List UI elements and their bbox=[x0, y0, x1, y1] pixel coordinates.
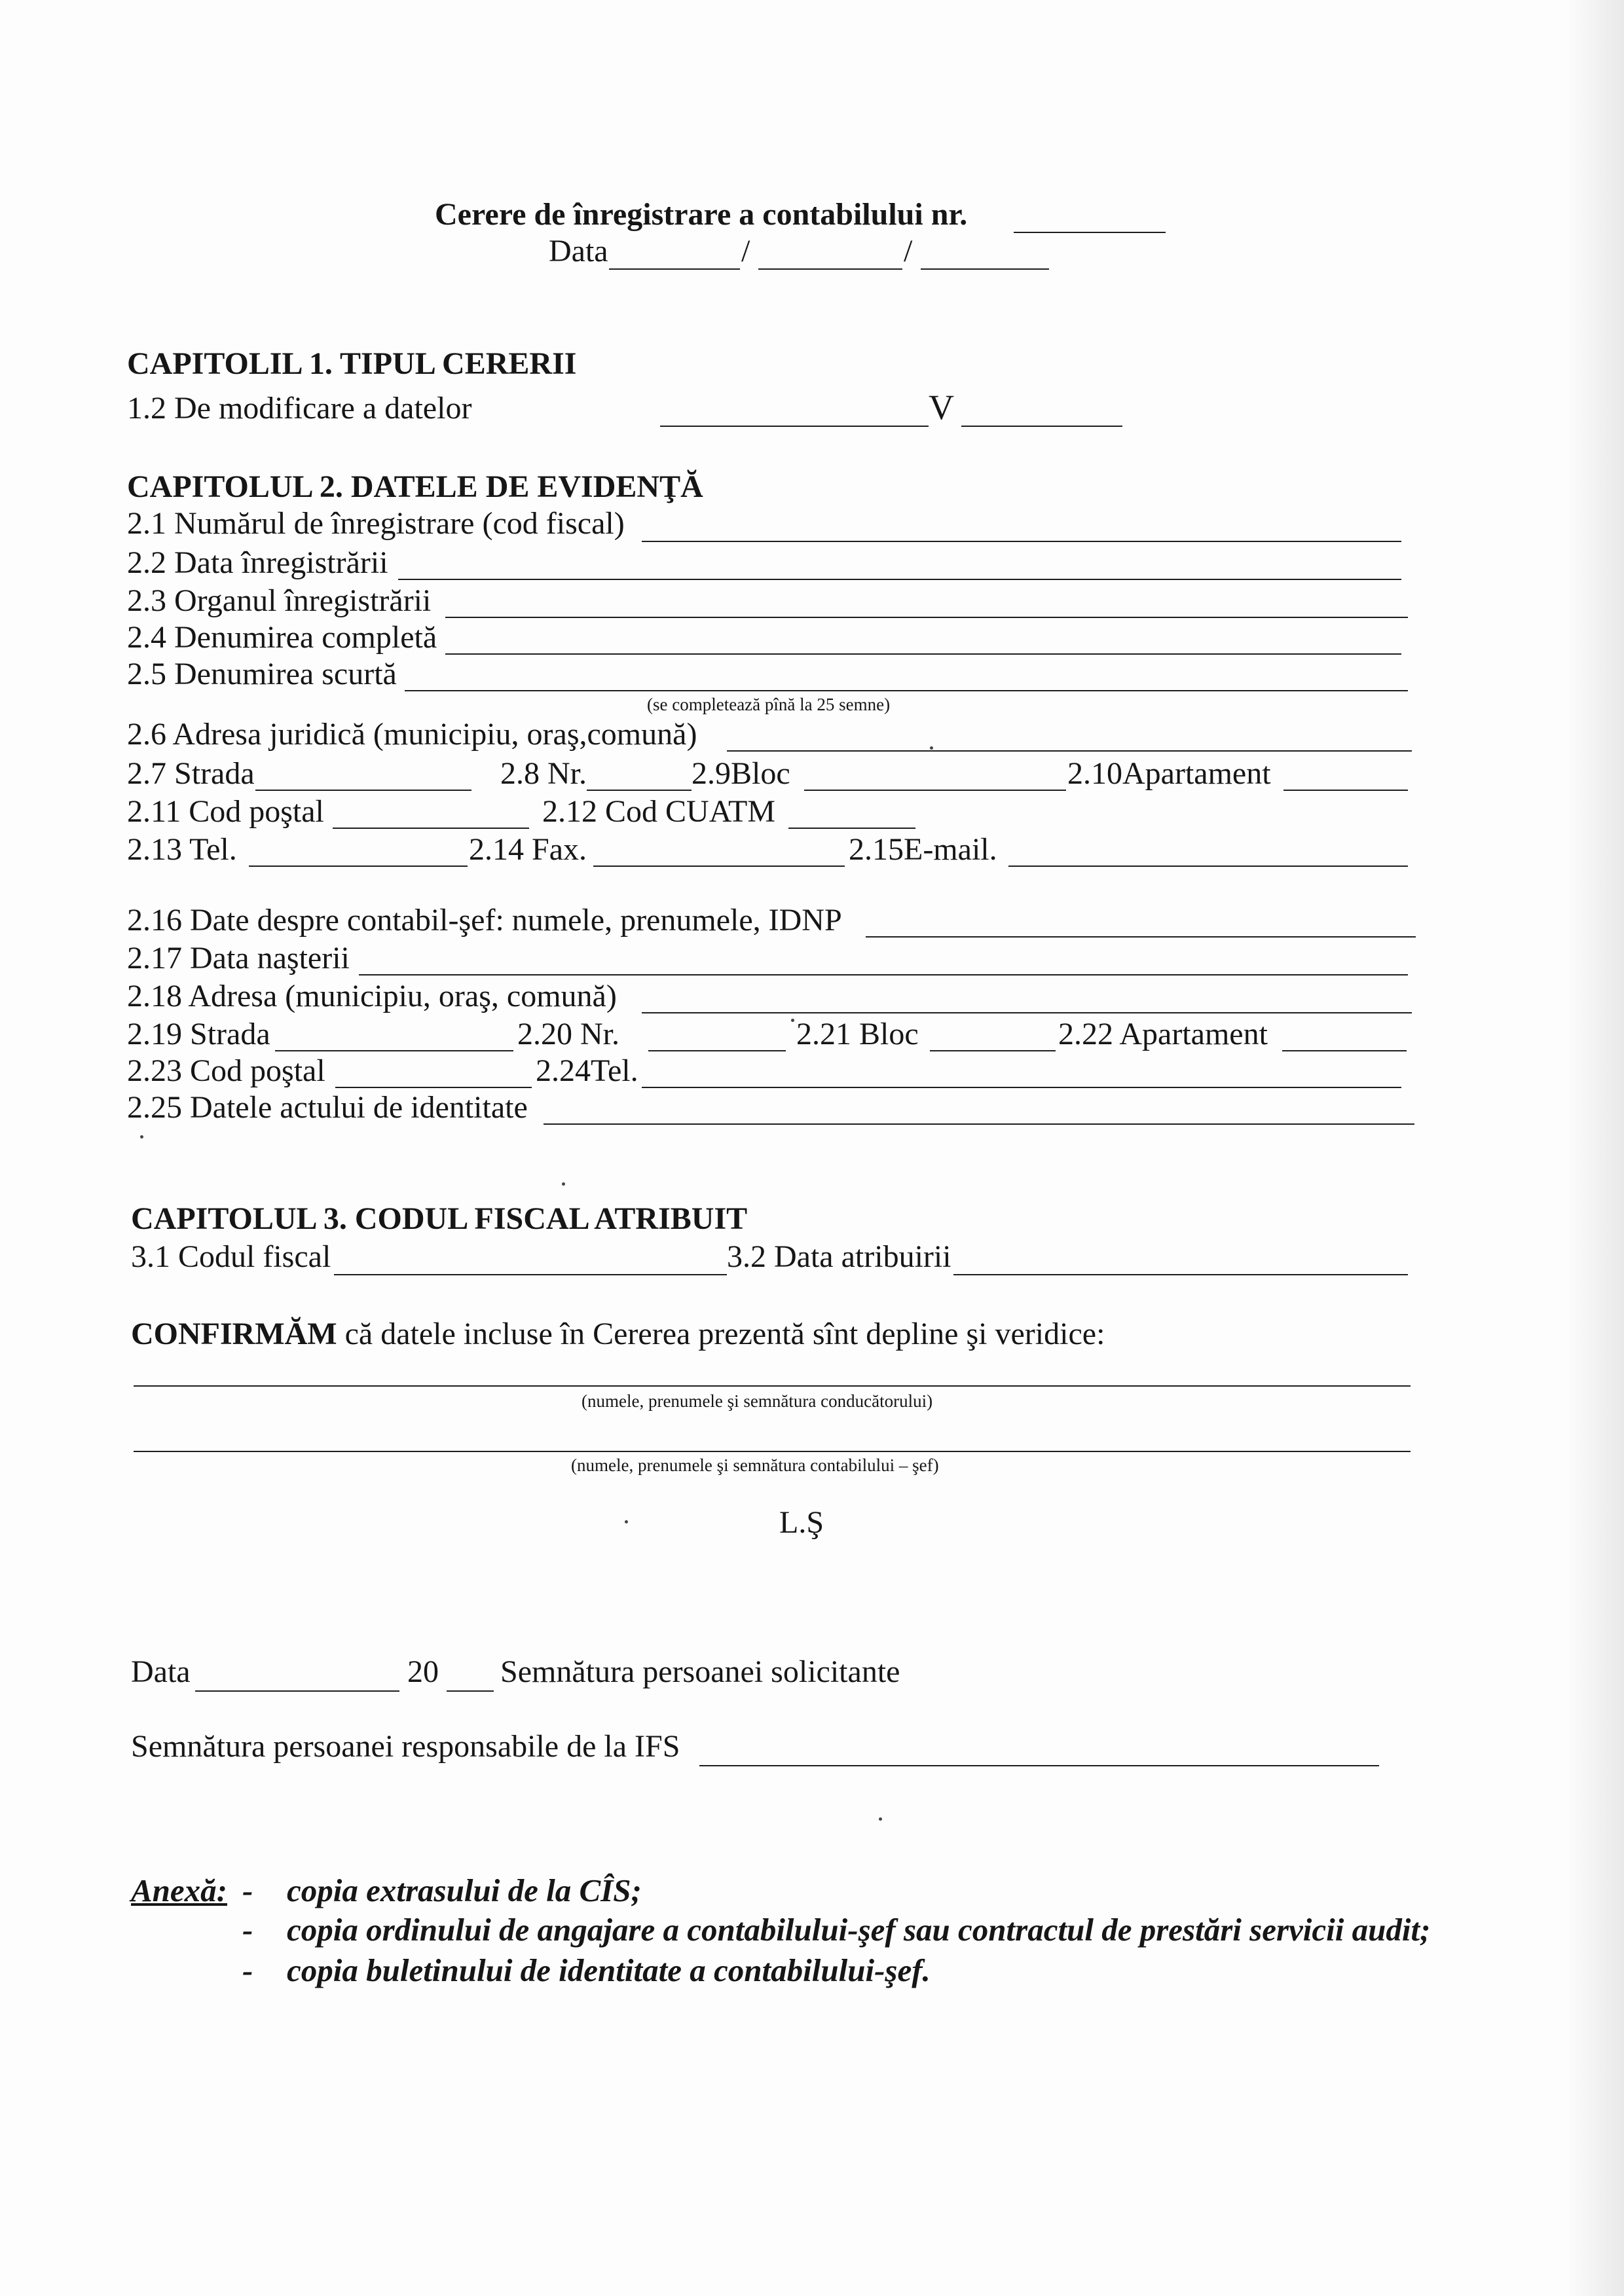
chapter-3-title: CAPITOLUL 3. CODUL FISCAL ATRIBUIT bbox=[131, 1201, 748, 1236]
field-2-17-label: 2.17 Data naşterii bbox=[127, 941, 350, 975]
field-2-13-label: 2.13 Tel. bbox=[127, 832, 237, 867]
field-2-25-input[interactable] bbox=[544, 1123, 1414, 1125]
ifs-signature-label: Semnătura persoanei responsabile de la IFS bbox=[131, 1729, 680, 1764]
annex-dash-2: - bbox=[242, 1912, 253, 1948]
date-year-field[interactable] bbox=[921, 268, 1049, 270]
field-2-22-input[interactable] bbox=[1282, 1050, 1407, 1051]
scan-speck bbox=[930, 746, 933, 750]
chapter-2-title: CAPITOLUL 2. DATELE DE EVIDENŢĂ bbox=[127, 469, 703, 504]
field-2-9-input[interactable] bbox=[804, 790, 1066, 791]
date-month-field[interactable] bbox=[758, 268, 902, 270]
chief-accountant-signature-line[interactable] bbox=[134, 1451, 1411, 1452]
field-2-11-input[interactable] bbox=[333, 828, 529, 829]
field-2-12-label: 2.12 Cod CUATM bbox=[542, 794, 776, 829]
field-2-19-label: 2.19 Strada bbox=[127, 1017, 270, 1051]
field-2-1-input[interactable] bbox=[642, 541, 1401, 542]
date-label: Data bbox=[549, 234, 608, 268]
field-2-17-input[interactable] bbox=[359, 974, 1408, 975]
confirmation-bold: CONFIRMĂM bbox=[131, 1317, 337, 1351]
field-2-13-input[interactable] bbox=[249, 866, 468, 867]
request-type-label: 1.2 De modificare a datelor bbox=[127, 391, 472, 426]
field-2-1-label: 2.1 Numărul de înregistrare (cod fiscal) bbox=[127, 506, 625, 541]
field-2-16-input[interactable] bbox=[866, 936, 1416, 938]
field-2-20-input[interactable] bbox=[648, 1050, 786, 1051]
field-2-9-label: 2.9Bloc bbox=[692, 756, 790, 791]
field-2-2-input[interactable] bbox=[398, 579, 1401, 580]
field-2-18-label: 2.18 Adresa (municipiu, oraş, comună) bbox=[127, 979, 617, 1013]
field-2-3-label: 2.3 Organul înregistrării bbox=[127, 583, 432, 618]
field-2-15-input[interactable] bbox=[1008, 866, 1408, 867]
field-3-2-input[interactable] bbox=[953, 1274, 1408, 1275]
field-2-4-label: 2.4 Denumirea completă bbox=[127, 620, 437, 655]
field-2-4-input[interactable] bbox=[445, 653, 1401, 655]
request-type-field-left[interactable] bbox=[660, 426, 929, 427]
field-3-2-label: 3.2 Data atribuirii bbox=[727, 1239, 951, 1274]
form-title: Cerere de înregistrare a contabilului nr. bbox=[435, 197, 968, 232]
confirmation-statement bbox=[131, 1316, 1105, 1353]
scan-speck bbox=[625, 1520, 628, 1523]
field-2-5-note: (se completează pînă la 25 semne) bbox=[647, 695, 891, 714]
field-2-15-label: 2.15E-mail. bbox=[849, 832, 997, 867]
field-2-25-label: 2.25 Datele actului de identitate bbox=[127, 1090, 528, 1125]
field-2-8-input[interactable] bbox=[587, 790, 692, 791]
field-2-7-label: 2.7 Strada bbox=[127, 756, 255, 791]
request-type-check-mark: V bbox=[929, 388, 954, 427]
date-day-field[interactable] bbox=[609, 268, 740, 270]
field-2-23-input[interactable] bbox=[335, 1087, 532, 1088]
chief-accountant-signature-caption: (numele, prenumele şi semnătura contabilului – şef) bbox=[571, 1455, 939, 1475]
annex-dash-3: - bbox=[242, 1952, 253, 1988]
field-2-21-label: 2.21 Bloc bbox=[796, 1017, 919, 1051]
date-separator-2: / bbox=[904, 234, 913, 268]
field-2-6-input[interactable] bbox=[727, 750, 1412, 752]
chapter-1-title: CAPITOLIL 1. TIPUL CERERII bbox=[127, 346, 577, 381]
annex-label: Anexă: bbox=[131, 1872, 227, 1908]
field-2-22-label: 2.22 Apartament bbox=[1058, 1017, 1268, 1051]
field-2-14-input[interactable] bbox=[593, 866, 845, 867]
field-3-1-label: 3.1 Codul fiscal bbox=[131, 1239, 331, 1274]
scan-speck bbox=[791, 1019, 794, 1022]
ifs-signature-field[interactable] bbox=[699, 1765, 1379, 1766]
annex-item-3: copia buletinului de identitate a contabilului-şef. bbox=[287, 1952, 931, 1988]
request-number-field[interactable] bbox=[1014, 232, 1166, 233]
field-2-11-label: 2.11 Cod poştal bbox=[127, 794, 324, 829]
scan-speck bbox=[879, 1817, 882, 1821]
field-2-24-input[interactable] bbox=[642, 1087, 1401, 1088]
footer-year-prefix: 20 bbox=[407, 1654, 439, 1689]
footer-date-label: Data bbox=[131, 1654, 191, 1689]
field-2-3-input[interactable] bbox=[445, 617, 1408, 618]
annex-item-2: copia ordinului de angajare a contabilului-şef sau contractul de prestări servicii audit; bbox=[287, 1912, 1431, 1948]
field-2-2-label: 2.2 Data înregistrării bbox=[127, 545, 388, 580]
director-signature-caption: (numele, prenumele şi semnătura conducătorului) bbox=[581, 1391, 933, 1411]
field-2-21-input[interactable] bbox=[930, 1050, 1056, 1051]
field-2-12-input[interactable] bbox=[788, 828, 915, 829]
annex-dash-1: - bbox=[242, 1872, 253, 1908]
field-2-16-label: 2.16 Date despre contabil-şef: numele, prenumele, IDNP bbox=[127, 903, 842, 938]
field-2-10-input[interactable] bbox=[1283, 790, 1408, 791]
field-2-24-label: 2.24Tel. bbox=[536, 1053, 638, 1088]
confirmation-text: că datele incluse în Cererea prezentă sînt depline şi veridice: bbox=[337, 1317, 1105, 1351]
annex-item-1: copia extrasului de la CÎS; bbox=[287, 1872, 642, 1908]
request-type-field-right[interactable] bbox=[961, 426, 1122, 427]
field-2-18-input[interactable] bbox=[642, 1012, 1412, 1013]
scan-speck bbox=[562, 1182, 565, 1186]
field-2-19-input[interactable] bbox=[275, 1050, 513, 1051]
field-2-5-input[interactable] bbox=[405, 690, 1408, 691]
date-separator-1: / bbox=[741, 234, 750, 268]
field-2-6-label: 2.6 Adresa juridică (municipiu, oraş,comună) bbox=[127, 717, 697, 752]
field-3-1-input[interactable] bbox=[334, 1274, 727, 1275]
footer-date-field[interactable] bbox=[195, 1690, 399, 1692]
field-2-14-label: 2.14 Fax. bbox=[469, 832, 587, 867]
field-2-20-label: 2.20 Nr. bbox=[517, 1017, 619, 1051]
field-2-8-label: 2.8 Nr. bbox=[500, 756, 587, 791]
scan-speck bbox=[140, 1135, 143, 1139]
field-2-7-input[interactable] bbox=[255, 790, 471, 791]
field-2-10-label: 2.10Apartament bbox=[1067, 756, 1271, 791]
page-edge-shadow bbox=[1569, 0, 1624, 2296]
applicant-signature-label: Semnătura persoanei solicitante bbox=[500, 1654, 900, 1689]
stamp-place: L.Ş bbox=[779, 1505, 824, 1540]
footer-year-field[interactable] bbox=[447, 1690, 494, 1692]
field-2-5-label: 2.5 Denumirea scurtă bbox=[127, 657, 397, 691]
director-signature-line[interactable] bbox=[134, 1385, 1411, 1387]
field-2-23-label: 2.23 Cod poştal bbox=[127, 1053, 325, 1088]
